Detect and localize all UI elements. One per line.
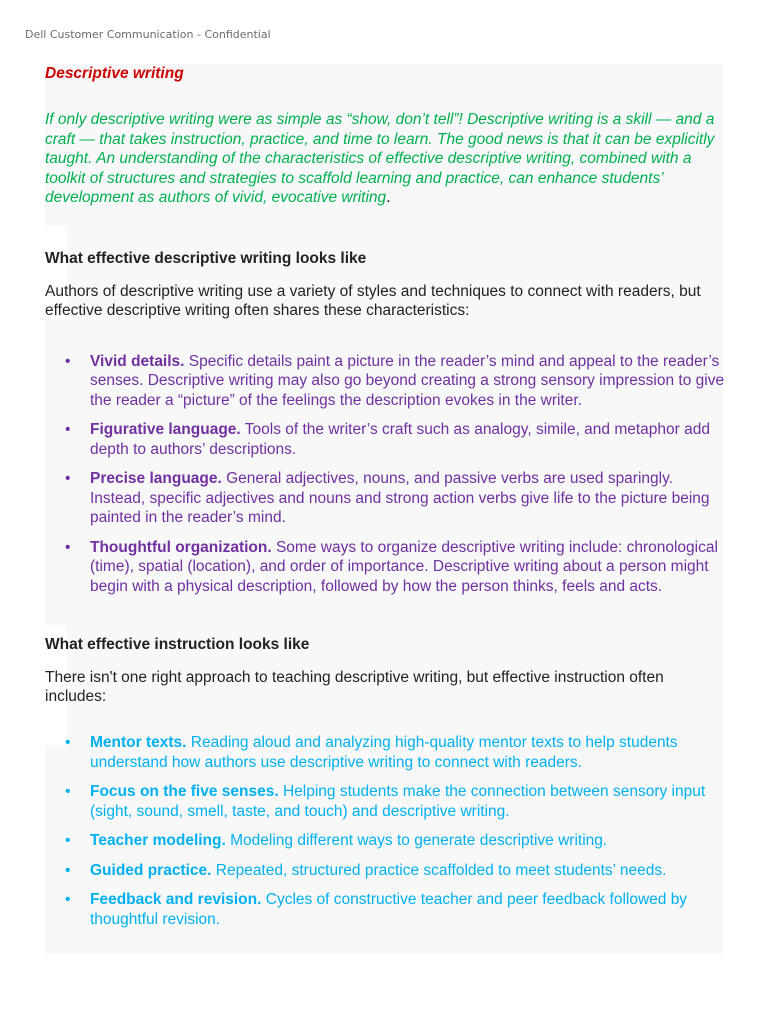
intro-text: If only descriptive writing were as simple as “show, don’t tell”! Descriptive writing is a skill — and a craft — that takes instruction, practice, and time to learn. The good news is that it can be explicitly taught. An understanding of the characteristics of effective descriptive writing, combined with a toolkit of structures and strategies to scaffold learning and practice, can enhance students’ development as authors of vivid, evocative writing xyxy=(45,111,715,206)
document-body xyxy=(45,64,725,929)
item-term: Focus on the five senses. xyxy=(90,783,279,800)
item-term: Guided practice. xyxy=(90,861,212,879)
list-item xyxy=(45,782,725,821)
characteristics-list xyxy=(45,352,725,597)
intro-period: . xyxy=(386,189,391,206)
bullet-icon: • xyxy=(65,861,71,879)
item-term: Teacher modeling. xyxy=(90,832,226,849)
instruction-list xyxy=(45,733,725,929)
list-item xyxy=(45,352,725,411)
list-item xyxy=(45,469,725,528)
section1-heading: What effective descriptive writing looks like xyxy=(45,249,367,267)
intro-paragraph xyxy=(45,110,725,208)
item-term: Feedback and revision. xyxy=(90,891,262,908)
section2-body: There isn't one right approach to teaching descriptive writing, but effective instruction often includes: xyxy=(45,669,664,705)
item-text: Tools of the writer’s craft such as analogy, simile, and metaphor add depth to authors’ descriptions. xyxy=(90,421,710,458)
item-text: General adjectives, nouns, and passive verbs are used sparingly. Instead, specific adjectives and nouns and strong action verbs give life to the picture being painted in the reader’s mind. xyxy=(90,470,710,526)
list-item xyxy=(45,861,725,881)
list-item xyxy=(45,538,725,597)
item-term: Figurative language. xyxy=(90,421,241,438)
list-item xyxy=(45,420,725,459)
bullet-icon: • xyxy=(65,891,71,908)
section2-heading: What effective instruction looks like xyxy=(45,636,310,653)
bullet-icon: • xyxy=(65,352,71,370)
list-item xyxy=(45,831,725,851)
item-text: Reading aloud and analyzing high-quality mentor texts to help students understand how authors use descriptive writing to connect with readers. xyxy=(90,734,678,771)
item-text: Repeated, structured practice scaffolded to meet students’ needs. xyxy=(211,861,667,879)
confidentiality-header: Dell Customer Communication - Confidential xyxy=(25,28,271,41)
item-text: Cycles of constructive teacher and peer feedback followed by thoughtful revision. xyxy=(90,891,688,928)
item-term: Vivid details. xyxy=(90,352,185,370)
item-term: Thoughtful organization. xyxy=(90,538,272,556)
bullet-icon: • xyxy=(65,421,71,438)
document-title: Descriptive writing xyxy=(45,65,184,82)
list-item xyxy=(45,890,725,929)
item-term: Precise language. xyxy=(90,470,222,487)
item-text: Specific details paint a picture in the reader’s mind and appeal to the reader’s senses. Descriptive writing may also go beyond creating a strong sensory impression to give the reader a “picture” of the feelings the description evokes in the writer. xyxy=(90,352,725,409)
bullet-icon: • xyxy=(65,538,71,556)
item-text: Modeling different ways to generate descriptive writing. xyxy=(225,832,608,849)
item-text: Some ways to organize descriptive writing include: chronological (time), spatial (location), and order of importance. Descriptive writing about a person might begin with a physical description, followed by how the person thinks, feels and acts. xyxy=(90,538,718,595)
bullet-icon: • xyxy=(65,470,71,487)
item-text: Helping students make the connection between sensory input (sight, sound, smell, taste, and touch) and descriptive writing. xyxy=(90,783,706,820)
list-item xyxy=(45,733,725,772)
section1-body: Authors of descriptive writing use a variety of styles and techniques to connect with readers, but effective descriptive writing often shares these characteristics: xyxy=(45,282,701,319)
bullet-icon: • xyxy=(65,734,71,751)
bullet-icon: • xyxy=(65,832,71,849)
bullet-icon: • xyxy=(65,783,71,800)
item-term: Mentor texts. xyxy=(90,734,187,751)
